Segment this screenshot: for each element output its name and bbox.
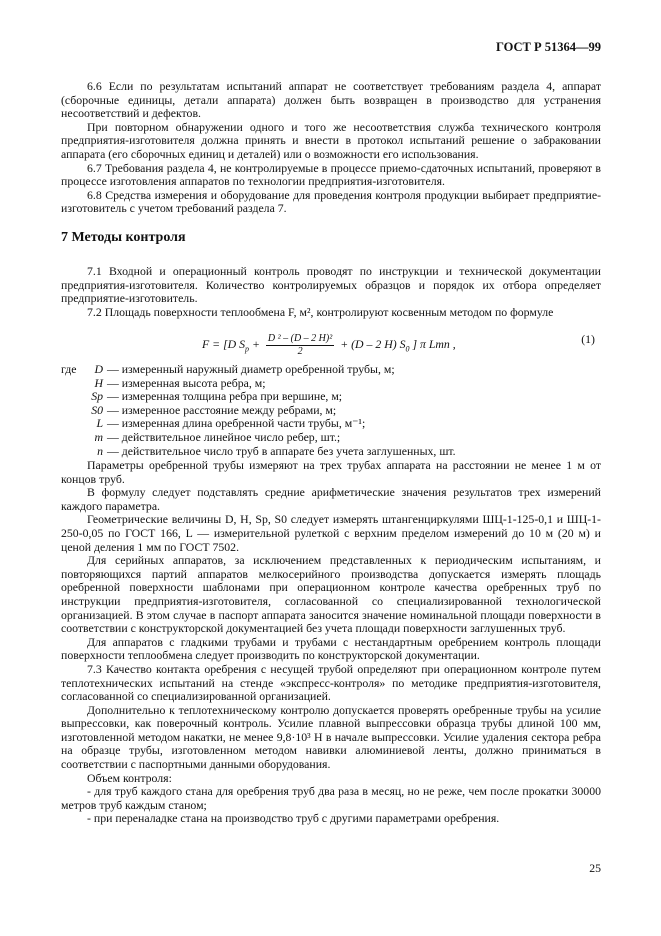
where-label bbox=[61, 417, 83, 431]
fraction-numerator: D ² – (D – 2 H)² bbox=[267, 333, 333, 344]
formula-legend bbox=[61, 363, 601, 458]
legend-text: — измеренная толщина ребра при вершине, м; bbox=[107, 389, 343, 404]
where-label bbox=[61, 445, 83, 459]
formula-rhs: ] π Lmn , bbox=[409, 337, 456, 352]
where-label bbox=[61, 390, 83, 404]
legend-item bbox=[61, 445, 601, 459]
paragraph-6-8: 6.8 Средства измерения и оборудование для проведения контроля продукции выбирает предприятие-изготовитель с учетом требований раздела 7. bbox=[61, 187, 601, 216]
formula-fraction bbox=[266, 333, 334, 358]
document-header: ГОСТ Р 51364—99 bbox=[495, 40, 601, 54]
fraction-denominator: 2 bbox=[297, 346, 303, 357]
legend-symbol: S0 bbox=[91, 402, 103, 417]
paragraph: Для аппаратов с гладкими трубами и трубами с нестандартным оребрением контроль площади поверхности теплообмена следует производить по конструкторской документации. bbox=[61, 634, 601, 663]
formula-sub: р bbox=[245, 344, 250, 354]
where-label: где bbox=[61, 362, 77, 376]
legend-item bbox=[61, 404, 601, 418]
paragraph: Дополнительно к теплотехническому контролю допускается проверять оребренные трубы на усилие выпрессовки, как поверочный контроль. Усилие плавной выпрессовки образца трубы длиной 100 мм, изготовленной методом накатки, не менее 9,8·10³ Н в начале выпрессовки. Усилие удаления сектора ребра на образце трубы, изготовленном методом навивки алюминиевой ленты, должно приниматься в соответствии с паспортными данными оборудования. bbox=[61, 702, 601, 772]
paragraph: Объем контроля: bbox=[87, 770, 172, 785]
formula-number: (1) bbox=[581, 332, 595, 346]
legend-item bbox=[61, 390, 601, 404]
paragraph-7-3: 7.3 Качество контакта оребрения с несущей трубой определяют при операционном контроле путем теплотехнических испытаний на стенде «экспресс-контроля» по методике предприятия-изготовителя, согласованной со специализированной организацией. bbox=[61, 661, 601, 704]
legend-symbol: H bbox=[94, 375, 103, 390]
section-6-text bbox=[61, 80, 601, 216]
paragraph-7-1: 7.1 Входной и операционный контроль проводят по инструкции и технической документации предприятия-изготовителя. Количество контролируемых образцов и порядок их отбора определяет предприятие-изготовитель. bbox=[61, 264, 601, 306]
legend-symbol: Sр bbox=[91, 389, 103, 404]
formula-mid: + (D – 2 H) S bbox=[340, 337, 406, 352]
list-item: - для труб каждого стана для оребрения труб два раза в месяц, но не реже, чем после прокатки 30000 метров труб каждым станом; bbox=[61, 784, 601, 812]
legend-text: — измеренная длина оребренной части трубы, м⁻¹; bbox=[107, 416, 366, 431]
formula-sub: 0 bbox=[405, 344, 410, 354]
legend-text: — измеренный наружный диаметр оребренной трубы, м; bbox=[107, 362, 395, 376]
formula-1 bbox=[61, 324, 601, 358]
legend-text: — измеренное расстояние между ребрами, м; bbox=[107, 402, 337, 417]
legend-text: — действительное число труб в аппарате без учета заглушенных, шт. bbox=[107, 443, 456, 458]
paragraph: Параметры оребренной трубы измеряют на трех трубах аппарата на расстоянии не менее 1 м от концов труб. bbox=[61, 458, 601, 486]
legend-symbol: L bbox=[96, 416, 103, 431]
section-title: 7 Методы контроля bbox=[61, 230, 186, 245]
where-label bbox=[61, 377, 83, 391]
where-label bbox=[61, 431, 83, 445]
paragraph: Для серийных аппаратов, за исключением представленных к периодическим испытаниям, и повторяющихся партий аппаратов мелкосерийного производства допускается измерять площадь оребренной поверхности шаблонами при операционном контроле качества оребренных труб по инструкции предприятия-изготовителя, согласованной со специализированной технологической организацией. В этом случае в паспорт аппарата заносится значение номинальной площади поверхности в соответствии с конструкторской документацией без учета площади поверхности заглушенных труб. bbox=[61, 553, 601, 636]
paragraph: Геометрические величины D, H, Sр, S0 следует измерять штангенциркулями ШЦ-1-125-0,1 и ШЦ-1-250-0,05 по ГОСТ 166, L — измерительной рулеткой с верхним пределом измерений до 10 м (20 м) и ценой деления 1 мм по ГОСТ 7502. bbox=[61, 512, 601, 554]
list-item: - при переналадке стана на производство труб с другими параметрами оребрения. bbox=[87, 811, 500, 826]
formula-lhs: F = [D S bbox=[202, 337, 246, 352]
legend-item bbox=[61, 377, 601, 391]
paragraph-7-2: 7.2 Площадь поверхности теплообмена F, м², контролируют косвенным методом по формуле bbox=[87, 304, 554, 319]
where-label bbox=[61, 404, 83, 418]
paragraph: В формулу следует подставлять средние арифметические значения результатов трех измерений каждого параметра. bbox=[61, 485, 601, 513]
paragraph: При повторном обнаружении одного и того же несоответствия служба технического контроля предприятия-изготовителя должна принять и внести в протокол испытаний решение о забраковании аппарата (его сборочных единиц и деталей) или о возможности его использования. bbox=[61, 119, 601, 161]
formula-plus: + bbox=[249, 337, 260, 352]
legend-item bbox=[61, 363, 601, 377]
section-7-intro bbox=[61, 265, 601, 319]
legend-symbol: m bbox=[94, 429, 103, 444]
page-number: 25 bbox=[589, 861, 601, 875]
legend-item bbox=[61, 431, 601, 445]
legend-symbol: D bbox=[94, 362, 103, 376]
paragraph-6-7: 6.7 Требования раздела 4, не контролируемые в процессе приемо-сдаточных испытаний, проверяют в процессе изготовления аппаратов по технологии предприятия-изготовителя. bbox=[61, 160, 601, 189]
legend-text: — действительное линейное число ребер, шт.; bbox=[107, 429, 341, 444]
legend-item bbox=[61, 417, 601, 431]
legend-text: — измеренная высота ребра, м; bbox=[107, 375, 266, 390]
section-7-body bbox=[61, 459, 601, 826]
legend-symbol: n bbox=[97, 443, 103, 458]
paragraph-6-6: 6.6 Если по результатам испытаний аппарат не соответствует требованиям раздела 4, аппарат (сборочные единицы, детали аппарата) должен быть возвращен в производство для устранения несоответствий и дефектов. bbox=[61, 79, 601, 121]
